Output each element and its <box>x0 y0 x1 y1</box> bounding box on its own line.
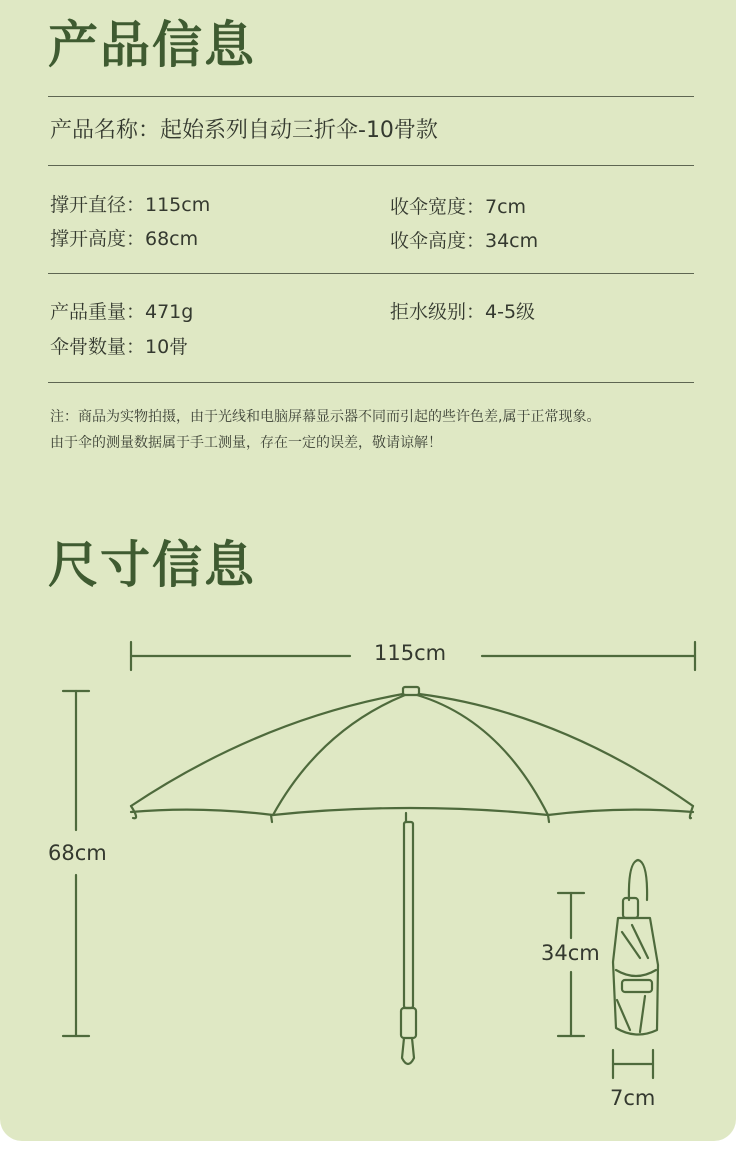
spec-open-height: 撑开高度：68cm <box>50 228 199 250</box>
closed-width-label: 7cm <box>610 1086 656 1110</box>
closed-umbrella-icon <box>613 860 658 1035</box>
closed-width-dimension-line <box>613 1050 653 1078</box>
size-info-title: 尺寸信息 <box>48 536 256 594</box>
product-name: 产品名称：起始系列自动三折伞-10骨款 <box>50 118 438 143</box>
note-line-1: 注：商品为实物拍摄，由于光线和电脑屏幕显示器不同而引起的些许色差,属于正常现象。 <box>50 409 601 425</box>
width-label: 115cm <box>374 641 447 665</box>
spec-closed-height: 收伞高度：34cm <box>390 230 539 252</box>
spec-open-diameter: 撑开直径：115cm <box>50 194 211 216</box>
spec-closed-width: 收伞宽度：7cm <box>390 196 527 218</box>
note-line-2: 由于伞的测量数据属于手工测量，存在一定的误差，敬请谅解！ <box>50 435 442 451</box>
height-label: 68cm <box>48 841 107 865</box>
spec-water-repellency: 拒水级别：4-5级 <box>390 301 536 323</box>
spec-ribs: 伞骨数量：10骨 <box>50 336 189 358</box>
closed-height-label: 34cm <box>541 941 600 965</box>
spec-weight: 产品重量：471g <box>50 301 194 323</box>
open-umbrella-icon <box>131 687 693 1064</box>
product-info-title: 产品信息 <box>48 16 256 74</box>
